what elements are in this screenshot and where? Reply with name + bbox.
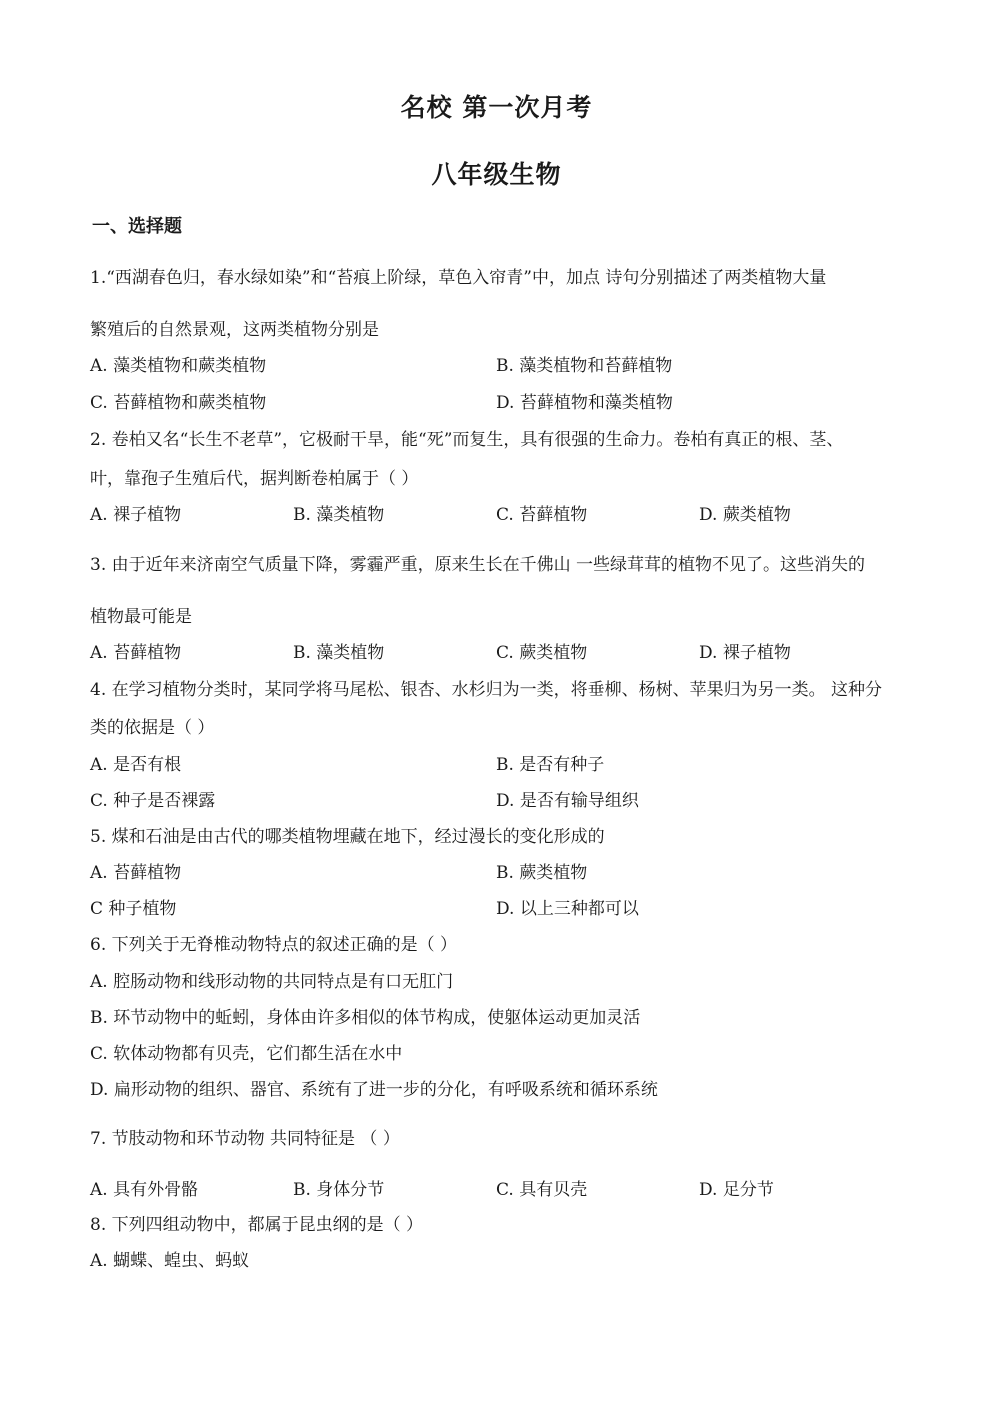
question-1-option-c: C. 苔藓植物和蕨类植物 xyxy=(90,393,267,413)
question-3-line-2: 植物最可能是 xyxy=(90,607,192,627)
question-4-option-b: B. 是否有种子 xyxy=(496,755,605,775)
question-5-option-a: A. 苔藓植物 xyxy=(90,863,182,883)
question-2-line-1: 2. 卷柏又名“长生不老草”，它极耐干旱，能“死”而复生，具有很强的生命力。卷柏有真正的根、茎、 xyxy=(90,430,844,450)
question-6-option-b: B. 环节动物中的蚯蚓，身体由许多相似的体节构成，使躯体运动更加灵活 xyxy=(90,1008,641,1028)
question-5-option-b: B. 蕨类植物 xyxy=(496,863,588,883)
question-1-option-a: A. 藻类植物和蕨类植物 xyxy=(90,356,267,376)
question-4-line-1: 4. 在学习植物分类时，某同学将马尾松、银杏、水杉归为一类，将垂柳、杨树、苹果归为另一类。 这种分 xyxy=(90,680,883,700)
question-2-line-2: 叶，靠孢子生殖后代，据判断卷柏属于（ ） xyxy=(90,469,419,489)
question-1-line-2: 繁殖后的自然景观，这两类植物分别是 xyxy=(90,320,379,340)
question-7-option-d: D. 足分节 xyxy=(699,1180,774,1200)
question-4-option-d: D. 是否有输导组织 xyxy=(496,791,639,811)
question-1-option-b: B. 藻类植物和苔藓植物 xyxy=(496,356,673,376)
section-heading: 一、选择题 xyxy=(92,216,182,237)
question-6-line-1: 6. 下列关于无脊椎动物特点的叙述正确的是（ ） xyxy=(90,935,458,955)
question-3-option-a: A. 苔藓植物 xyxy=(90,643,182,663)
question-6-option-a: A. 腔肠动物和线形动物的共同特点是有口无肛门 xyxy=(90,972,454,992)
question-3-option-c: C. 蕨类植物 xyxy=(496,643,588,663)
exam-subtitle: 八年级生物 xyxy=(431,160,562,189)
question-2-option-b: B. 藻类植物 xyxy=(293,505,385,525)
question-7-option-a: A. 具有外骨骼 xyxy=(90,1180,199,1200)
question-5-option-d: D. 以上三种都可以 xyxy=(496,899,639,919)
question-7-line-1: 7. 节肢动物和环节动物 共同特征是 （ ） xyxy=(90,1129,400,1149)
question-6-option-c: C. 软体动物都有贝壳，它们都生活在水中 xyxy=(90,1044,403,1064)
question-3-line-1: 3. 由于近年来济南空气质量下降，雾霾严重，原来生长在千佛山 一些绿茸茸的植物不见了。这些消失的 xyxy=(90,555,866,575)
question-6-option-d: D. 扁形动物的组织、器官、系统有了进一步的分化，有呼吸系统和循环系统 xyxy=(90,1080,658,1100)
question-8-option-a: A. 蝴蝶、蝗虫、蚂蚁 xyxy=(90,1251,250,1271)
exam-title: 名校 第一次月考 xyxy=(400,93,593,122)
question-2-option-d: D. 蕨类植物 xyxy=(699,505,791,525)
question-2-option-c: C. 苔藓植物 xyxy=(496,505,588,525)
question-4-option-a: A. 是否有根 xyxy=(90,755,182,775)
question-1-option-d: D. 苔藓植物和藻类植物 xyxy=(496,393,673,413)
question-7-option-b: B. 身体分节 xyxy=(293,1180,385,1200)
question-5-line-1: 5. 煤和石油是由古代的哪类植物埋藏在地下，经过漫长的变化形成的 xyxy=(90,827,605,847)
question-4-option-c: C. 种子是否裸露 xyxy=(90,791,216,811)
question-3-option-b: B. 藻类植物 xyxy=(293,643,385,663)
question-2-option-a: A. 裸子植物 xyxy=(90,505,182,525)
question-4-line-2: 类的依据是（ ） xyxy=(90,718,215,738)
question-8-line-1: 8. 下列四组动物中，都属于昆虫纲的是（ ） xyxy=(90,1215,424,1235)
question-7-option-c: C. 具有贝壳 xyxy=(496,1180,588,1200)
question-5-option-c: C 种子植物 xyxy=(90,899,177,919)
question-1-line-1: 1.“西湖春色归，春水绿如染”和“苔痕上阶绿，草色入帘青”中，加点 诗句分别描述了两类植物大量 xyxy=(90,268,827,288)
question-3-option-d: D. 裸子植物 xyxy=(699,643,791,663)
